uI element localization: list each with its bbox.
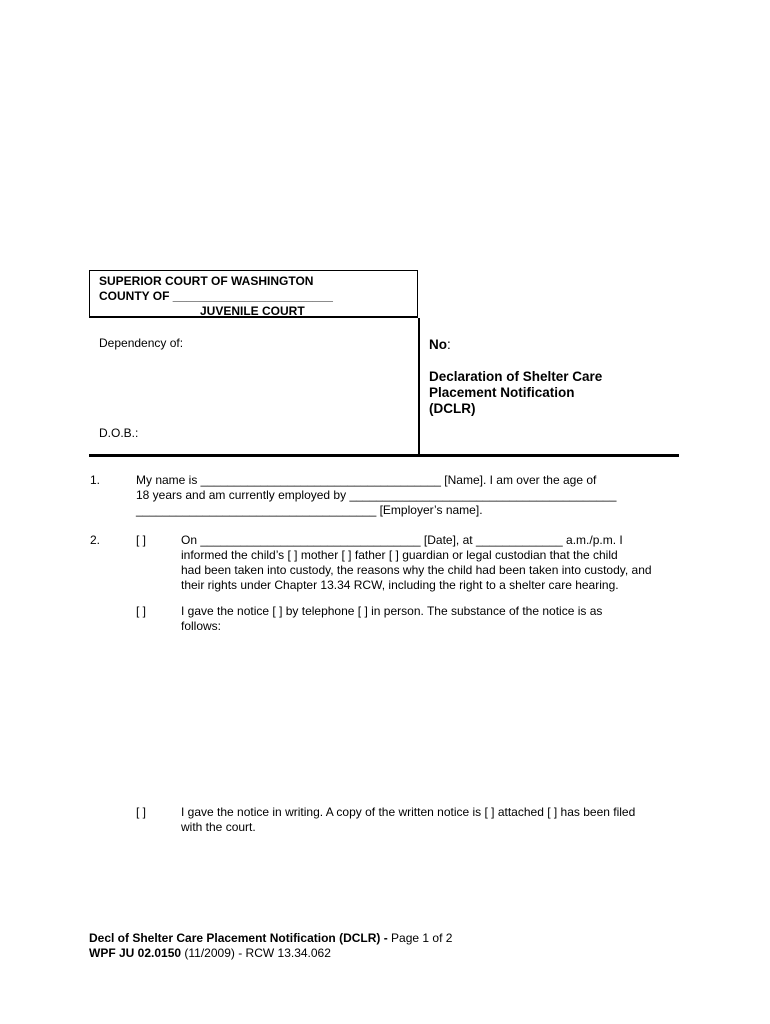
item-2a-checkbox[interactable]: [ ] <box>136 533 147 547</box>
footer-form-date-rcw: (11/2009) - RCW 13.34.062 <box>181 946 331 960</box>
case-number-word: No <box>429 337 447 352</box>
dob-label: D.O.B.: <box>99 426 139 440</box>
footer-line-2 <box>89 946 331 961</box>
item-2a-line-4: their rights under Chapter 13.34 RCW, including the right to a shelter care hearing. <box>181 578 619 592</box>
item-2c-checkbox[interactable]: [ ] <box>136 805 147 819</box>
document-title-line-1: Declaration of Shelter Care <box>429 369 603 384</box>
dependency-label: Dependency of: <box>99 336 184 350</box>
footer-form-title: Decl of Shelter Care Placement Notification (DCLR) - <box>89 931 388 945</box>
item-2-number: 2. <box>90 533 101 547</box>
item-1-line-2: 18 years and am currently employed by ________________________________________ <box>136 488 617 502</box>
item-2b-checkbox[interactable]: [ ] <box>136 604 147 618</box>
item-1-number: 1. <box>90 473 101 487</box>
item-2c-line-2: with the court. <box>181 820 256 834</box>
item-2a-line-2: informed the child’s [ ] mother [ ] father [ ] guardian or legal custodian that the child <box>181 548 618 562</box>
footer-form-code: WPF JU 02.0150 <box>89 946 182 960</box>
item-2b-line-2: follows: <box>181 619 222 633</box>
item-2a-line-1: On _________________________________ [Date], at _____________ a.m./p.m. I <box>181 533 623 547</box>
caption-divider <box>418 318 420 455</box>
court-division: JUVENILE COURT <box>200 304 305 318</box>
document-title-line-2: Placement Notification <box>429 385 575 400</box>
caption-bottom-rule <box>89 454 679 457</box>
document-title-line-3: (DCLR) <box>429 401 476 416</box>
county-field: COUNTY OF ________________________ <box>99 289 333 303</box>
item-1-line-3: ____________________________________ [Employer’s name]. <box>136 503 483 517</box>
case-number-label <box>429 337 451 352</box>
item-2c-line-1: I gave the notice in writing. A copy of the written notice is [ ] attached [ ] has been filed <box>181 805 636 819</box>
footer-line-1 <box>89 931 452 946</box>
item-1-line-1: My name is ____________________________________ [Name]. I am over the age of <box>136 473 597 487</box>
court-name: SUPERIOR COURT OF WASHINGTON <box>99 274 314 288</box>
item-2a-line-3: had been taken into custody, the reasons why the child had been taken into custody, and <box>181 563 652 577</box>
footer-page-number: Page 1 of 2 <box>387 931 453 945</box>
case-number-colon: : <box>447 337 451 352</box>
item-2b-line-1: I gave the notice [ ] by telephone [ ] in person. The substance of the notice is as <box>181 604 603 618</box>
